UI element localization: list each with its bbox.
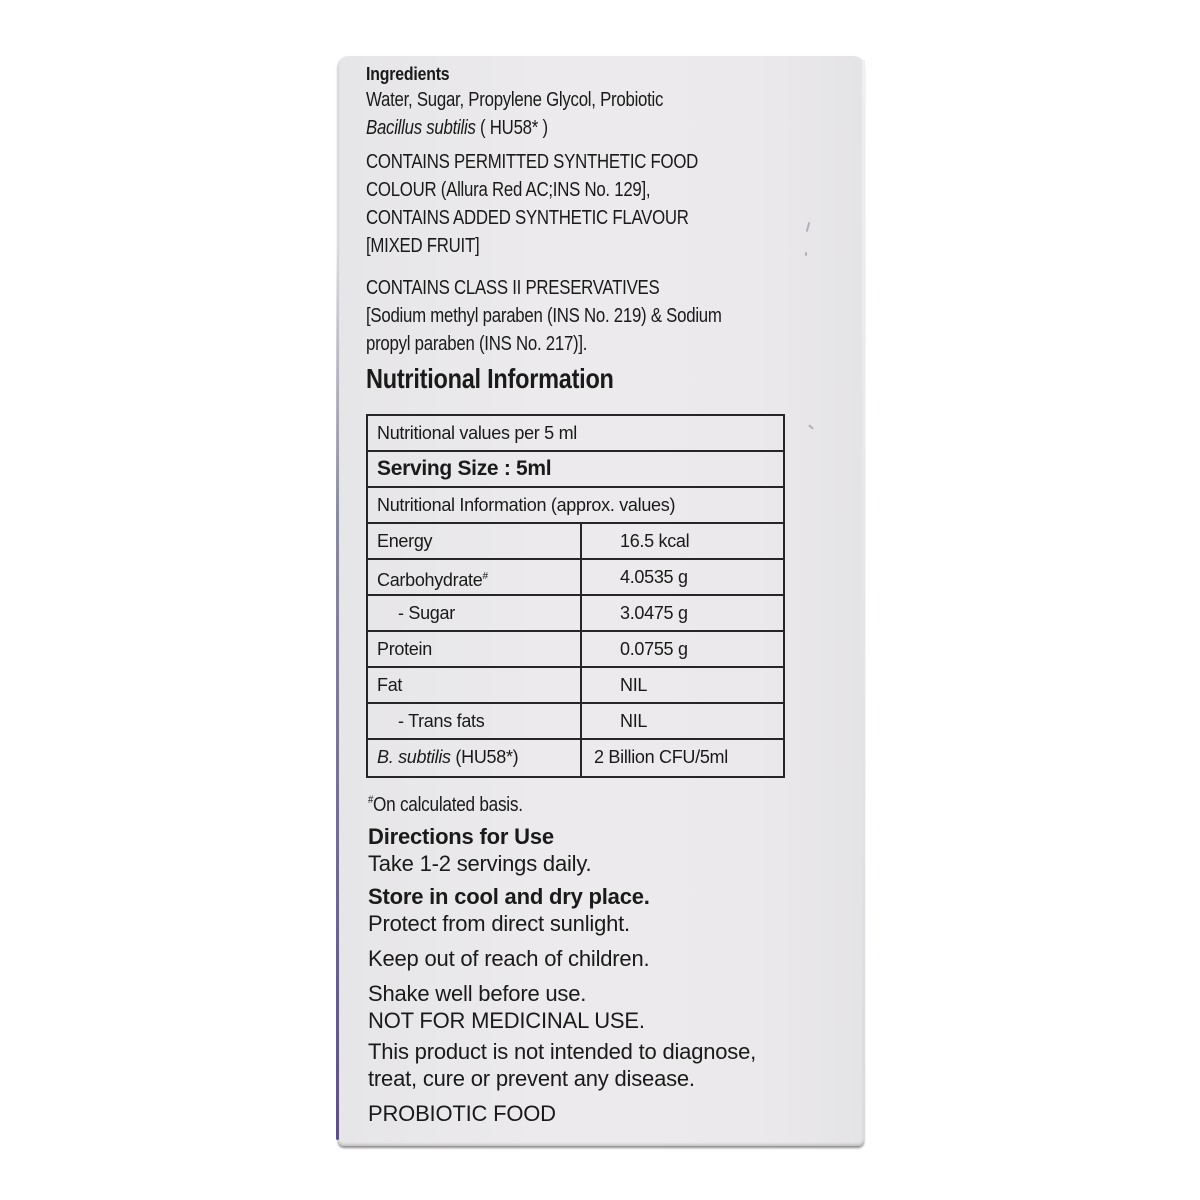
footnote	[368, 786, 781, 819]
strain-code: ( HU58* )	[475, 117, 548, 139]
colour-line: CONTAINS PERMITTED SYNTHETIC FOOD	[366, 151, 699, 173]
nutrient-value: 0.0755 g	[620, 639, 688, 659]
probiotic-strain	[366, 114, 752, 142]
table-row	[368, 560, 783, 596]
nutrient-label: Protein	[368, 632, 582, 666]
directions-heading: Directions for Use	[368, 824, 554, 849]
ingredients-heading: Ingredients	[366, 64, 450, 84]
serving-size-label: Serving Size : 5ml	[377, 457, 552, 480]
not-medicinal-warning: NOT FOR MEDICINAL USE.	[368, 1008, 645, 1033]
nutrient-label: - Trans fats	[368, 704, 582, 738]
flavour-line: [MIXED FRUIT]	[366, 235, 480, 257]
table-row	[368, 452, 783, 488]
nutrient-label	[368, 740, 582, 776]
carton-right-edge	[862, 60, 865, 1140]
table-row	[368, 704, 783, 740]
nutrient-value: 16.5 kcal	[620, 531, 690, 551]
table-row	[368, 740, 783, 776]
ingredients-list: Water, Sugar, Propylene Glycol, Probiotic	[366, 89, 664, 111]
nutrient-label	[368, 560, 582, 594]
nutrient-value: 3.0475 g	[620, 603, 688, 623]
approx-values-header: Nutritional Information (approx. values)	[377, 495, 676, 515]
shake-instruction: Shake well before use.	[368, 981, 587, 1006]
directions-section	[368, 786, 848, 1127]
carton-left-edge	[336, 250, 339, 1140]
disclaimer-line: treat, cure or prevent any disease.	[368, 1066, 695, 1091]
per-serving-label: Nutritional values per 5 ml	[377, 423, 577, 443]
ingredients-section	[366, 62, 826, 396]
nutrient-value: NIL	[620, 675, 648, 695]
nutrition-table	[366, 414, 785, 778]
preservative-line: propyl paraben (INS No. 217)].	[366, 333, 588, 355]
nutrient-value: 4.0535 g	[620, 567, 688, 587]
disclaimer-line: This product is not intended to diagnose,	[368, 1039, 757, 1064]
table-row	[368, 416, 783, 452]
children-warning: Keep out of reach of children.	[368, 946, 650, 971]
dose-instruction: Take 1-2 servings daily.	[368, 851, 592, 876]
sunlight-warning: Protect from direct sunlight.	[368, 911, 630, 936]
product-category: PROBIOTIC FOOD	[368, 1101, 556, 1126]
strain-code: (HU58*)	[450, 747, 519, 767]
table-row	[368, 632, 783, 668]
nutrition-heading: Nutritional Information	[366, 363, 614, 394]
nutrient-label-text: Carbohydrate	[377, 570, 483, 590]
flavour-line: CONTAINS ADDED SYNTHETIC FLAVOUR	[366, 207, 689, 229]
table-row	[368, 488, 783, 524]
organism-name: Bacillus subtilis	[366, 117, 476, 139]
nutrient-label: Energy	[368, 524, 582, 558]
colour-line: COLOUR (Allura Red AC;INS No. 129],	[366, 179, 651, 201]
table-row	[368, 668, 783, 704]
table-row	[368, 596, 783, 632]
footnote-mark: #	[482, 571, 488, 582]
organism-abbrev: B. subtilis	[377, 747, 451, 767]
nutrient-value: 2 Billion CFU/5ml	[594, 747, 728, 767]
nutrient-label: Fat	[368, 668, 582, 702]
preservative-line: [Sodium methyl paraben (INS No. 219) & Sodium	[366, 305, 722, 327]
preservative-line: CONTAINS CLASS II PRESERVATIVES	[366, 277, 660, 299]
storage-instruction: Store in cool and dry place.	[368, 884, 650, 909]
nutrient-label: - Sugar	[368, 596, 582, 630]
footnote-text: On calculated basis.	[373, 794, 523, 816]
footnote-mark: #	[368, 794, 374, 806]
table-row	[368, 524, 783, 560]
nutrient-value: NIL	[620, 711, 648, 731]
